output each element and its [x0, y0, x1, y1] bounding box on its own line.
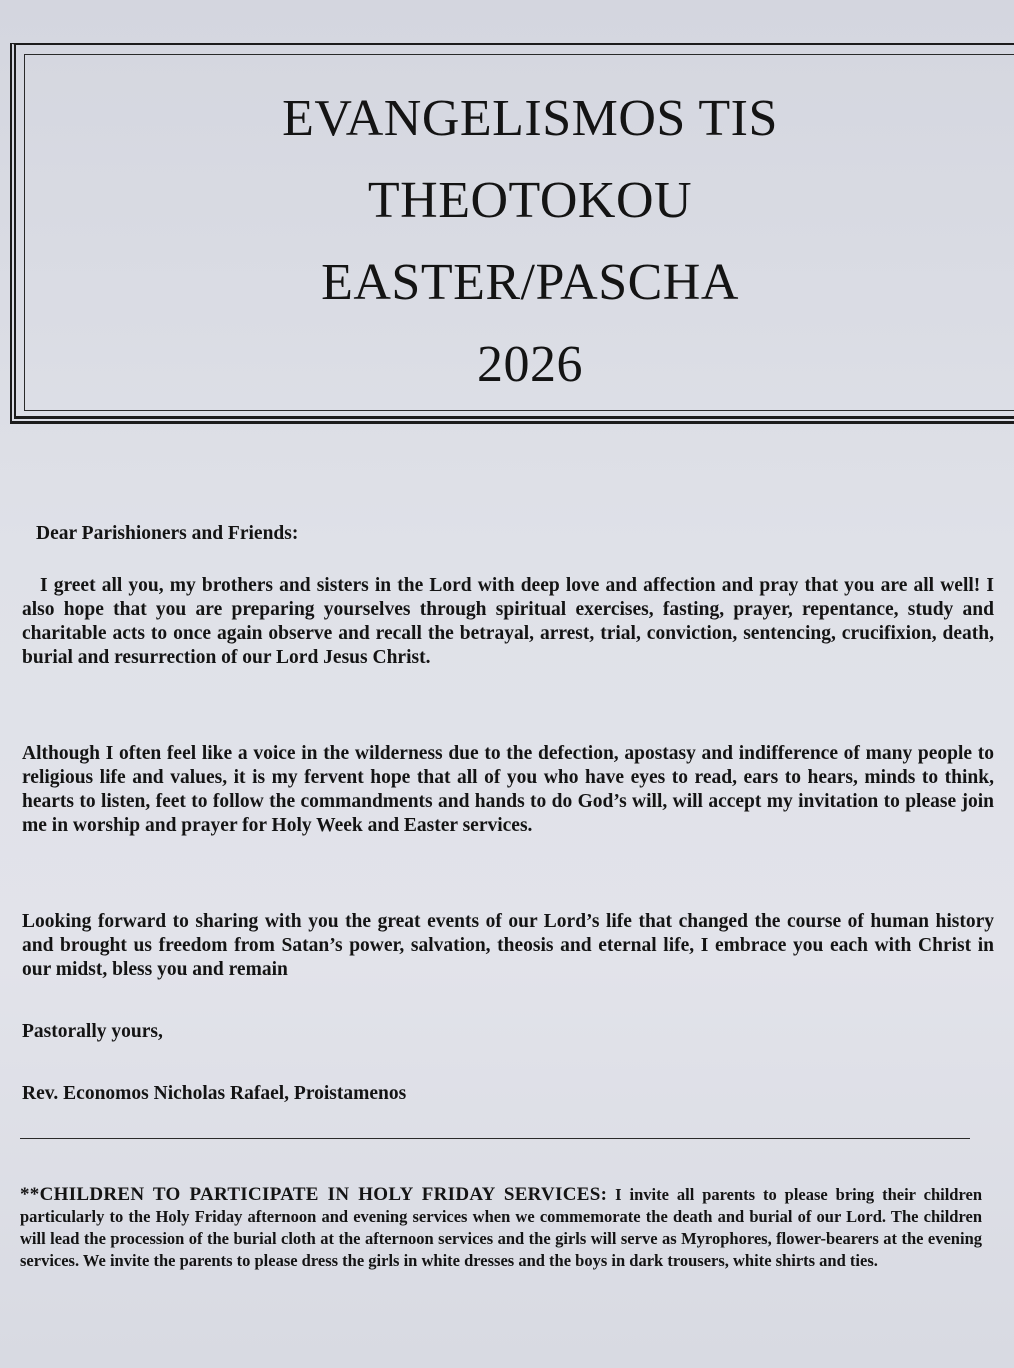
notice-text: I invite all parents to please bring their children particularly to the Holy Friday afternoon and evening services when we commemorate the death and burial of our Lord. The children will lead the procession of the burial cloth at the afternoon services and the girls will serve as Myrophores, flower-bearers at the evening services. We invite the parents to please dress the girls in white dresses and the boys in dark trousers, white shirts and ties.	[20, 1185, 983, 1270]
letter-paragraph-1: I greet all you, my brothers and sisters in the Lord with deep love and affection and pray that you are all well! I also hope that you are preparing yourselves through spiritual exercises, fasting, prayer, repentance, study and charitable acts to once again observe and recall the betrayal, arrest, trial, conviction, sentencing, crucifixion, death, burial and resurrection of our Lord Jesus Christ.	[22, 575, 994, 668]
notice-heading: **CHILDREN TO PARTICIPATE IN HOLY FRIDAY SERVICES:	[20, 1184, 608, 1205]
title-line-4: 2026	[477, 336, 583, 393]
letter-paragraph-2: Although I often feel like a voice in the wilderness due to the defection, apostasy and indifference of many people to religious life and values, it is my fervent hope that all of you who have eyes to read, ears to hears, minds to think, hearts to listen, feet to follow the commandments and hands to do God’s will, will accept my invitation to please join me in worship and prayer for Holy Week and Easter services.	[22, 743, 994, 836]
letter-paragraph-3: Looking forward to sharing with you the great events of our Lord’s life that changed the course of human history and brought us freedom from Satan’s power, salvation, theosis and eternal life, I embrace you each with Christ in our midst, bless you and remain	[22, 911, 994, 980]
title-line-3: EASTER/PASCHA	[321, 254, 739, 311]
page-title	[180, 78, 880, 406]
title-line-2: THEOTOKOU	[367, 172, 693, 229]
salutation: Dear Parishioners and Friends:	[36, 523, 299, 544]
title-line-1: EVANGELISMOS TIS	[282, 90, 778, 147]
closing: Pastorally yours,	[22, 1021, 163, 1042]
section-divider	[20, 1138, 970, 1139]
children-notice	[20, 1184, 982, 1272]
signature: Rev. Economos Nicholas Rafael, Proistamenos	[22, 1083, 407, 1104]
